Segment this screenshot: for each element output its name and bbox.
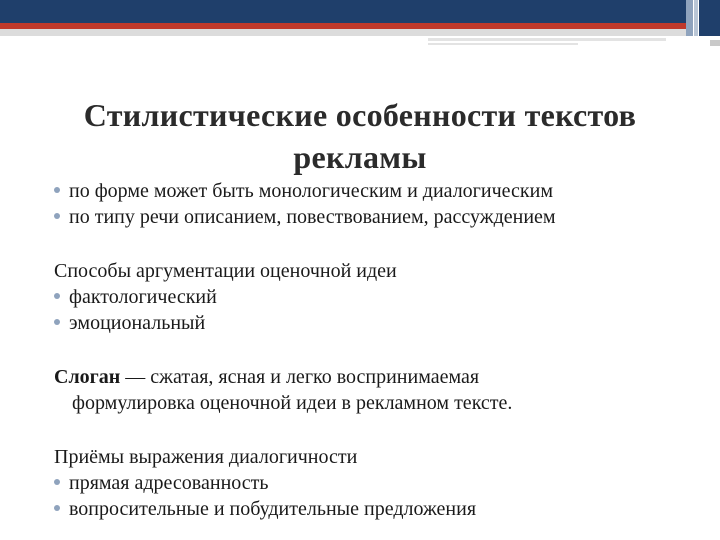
bullet-dot-icon [54, 213, 60, 219]
slogan-definition [54, 364, 704, 390]
list-item [54, 178, 704, 204]
spacer [54, 336, 704, 364]
slide-title [40, 94, 680, 178]
header-band-gray [0, 29, 686, 36]
corner-accent-1 [686, 0, 693, 36]
spacer [54, 416, 704, 444]
section-heading: Способы аргументации оценочной идеи [54, 260, 397, 282]
bullet-dot-icon [54, 293, 60, 299]
slogan-term: Слоган [54, 366, 121, 388]
header-band-navy [0, 0, 686, 23]
list-item [54, 496, 704, 522]
decorative-line [428, 43, 578, 45]
list-item-text: по типу речи описанием, повествованием, рассуждением [69, 206, 556, 228]
list-item-text: вопросительные и побудительные предложения [69, 498, 477, 520]
list-item [54, 284, 704, 310]
list-item [54, 204, 704, 230]
list-item-text: фактологический [69, 286, 217, 308]
slogan-definition-text: — сжатая, ясная и легко воспринимаемая [120, 366, 480, 388]
decorative-line [428, 38, 666, 41]
bullet-dot-icon [54, 319, 60, 325]
list-item-text: прямая адресованность [69, 472, 269, 494]
list-item-text: по форме может быть монологическим и диалогическим [69, 180, 553, 202]
section-heading: Приёмы выражения диалогичности [54, 446, 358, 468]
bullet-dot-icon [54, 479, 60, 485]
list-item [54, 310, 704, 336]
corner-mark [710, 40, 720, 46]
corner-accent-3 [699, 0, 720, 36]
slide-body [54, 178, 704, 522]
title-line-2: рекламы [293, 139, 427, 175]
slogan-definition-continued: формулировка оценочной идеи в рекламном тексте. [72, 392, 513, 414]
corner-accent-2 [694, 0, 698, 36]
title-line-1: Стилистические особенности текстов [83, 97, 637, 133]
list-item-text: эмоциональный [69, 312, 206, 334]
bullet-dot-icon [54, 505, 60, 511]
list-item [54, 470, 704, 496]
bullet-dot-icon [54, 187, 60, 193]
spacer [54, 230, 704, 258]
